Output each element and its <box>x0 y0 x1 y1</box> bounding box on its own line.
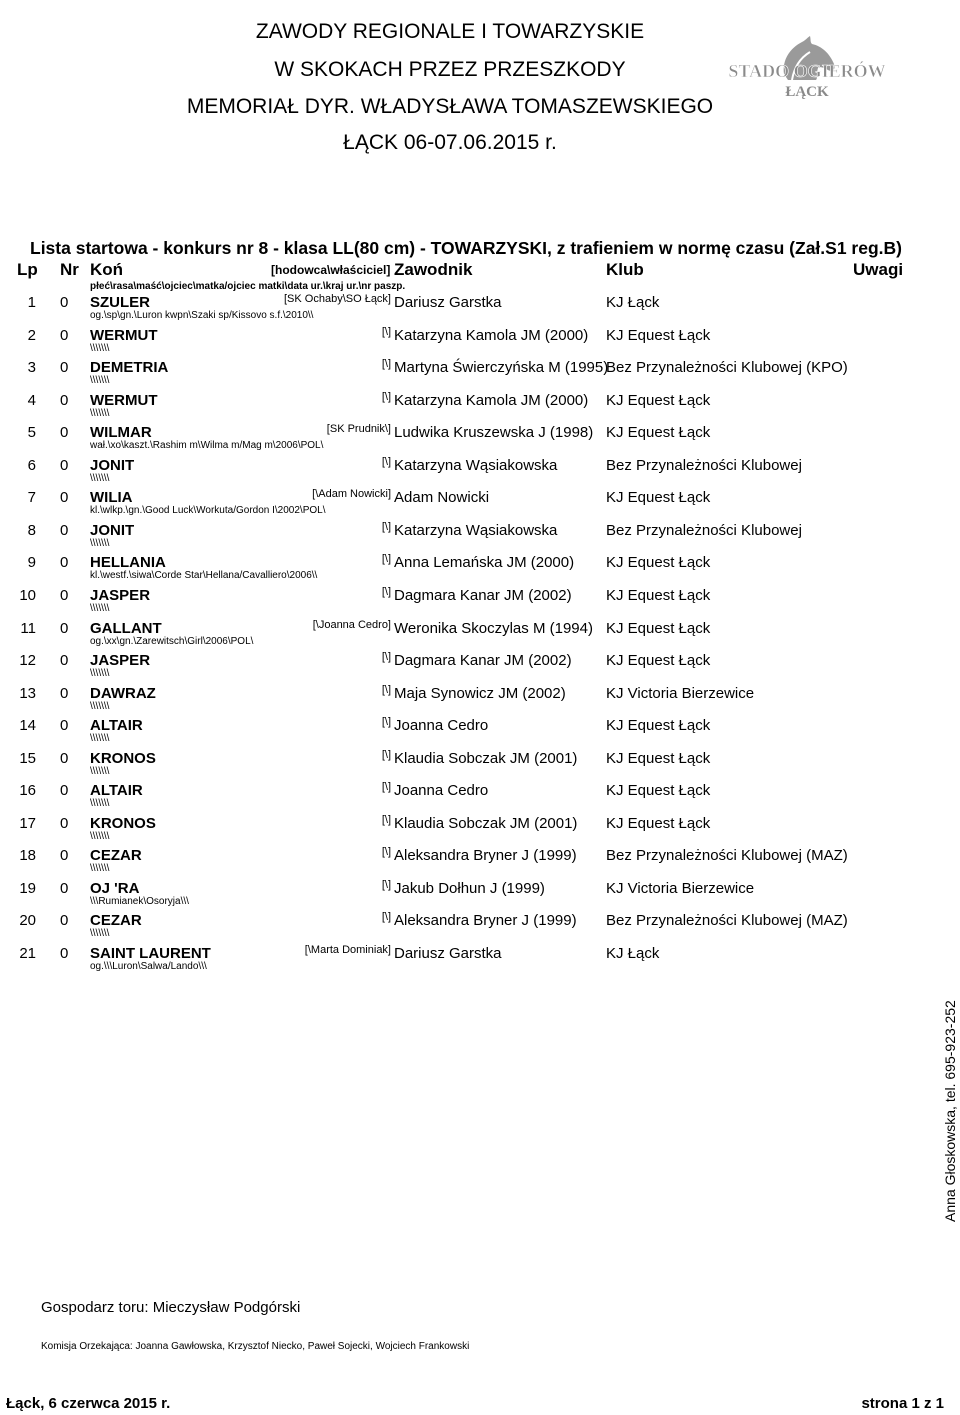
entry-rider: Joanna Cedro <box>394 717 489 735</box>
entry-owner: [\Adam Nowicki] <box>312 488 391 501</box>
col-rider-header: Zawodnik <box>394 260 473 279</box>
entry-nr: 0 <box>60 684 69 702</box>
entry-lp: 5 <box>27 424 36 442</box>
table-row <box>0 717 940 749</box>
entry-rider: Katarzyna Wąsiakowska <box>394 456 558 474</box>
entry-horse: JASPER <box>90 586 151 604</box>
judging-commission: Komisja Orzekająca: Joanna Gawłowska, Krzysztof Niecko, Paweł Sojecki, Wojciech Frankowski <box>41 1341 470 1352</box>
entry-nr: 0 <box>60 717 69 735</box>
entry-club: Bez Przynależności Klubowej (MAZ) <box>606 912 848 930</box>
entry-club: KJ Victoria Bierzewice <box>606 879 755 897</box>
entry-pedigree: \\\Rumianek\Osoryja\\\ <box>90 895 189 907</box>
course-designer: Gospodarz toru: Mieczysław Podgórski <box>41 1299 301 1316</box>
entry-nr: 0 <box>60 879 69 897</box>
entry-lp: 11 <box>20 619 36 637</box>
entry-lp: 18 <box>19 847 36 865</box>
entry-nr: 0 <box>60 782 69 800</box>
entry-owner: [\] <box>381 846 391 859</box>
entry-owner: [\] <box>381 358 391 371</box>
entry-lp: 6 <box>27 456 36 474</box>
entry-pedigree: kl.\westf.\siwa\Corde Star\Hellana/Cavalliero\2006\\ <box>90 570 318 582</box>
entry-nr: 0 <box>60 749 69 767</box>
entry-pedigree: \\\\\\\ <box>90 602 110 614</box>
entry-rider: Dagmara Kanar JM (2002) <box>394 586 572 604</box>
entry-horse: HELLANIA <box>90 554 166 572</box>
table-row <box>0 750 940 782</box>
entry-pedigree: kl.\wlkp.\gn.\Good Luck\Workuta/Gordon I\2002\POL\ <box>90 505 326 517</box>
table-row <box>0 945 940 977</box>
table-row <box>0 815 940 847</box>
entry-owner: [\] <box>381 716 391 729</box>
entry-horse: OJ 'RA <box>90 879 140 897</box>
entry-pedigree: \\\\\\\ <box>90 668 110 680</box>
entry-rider: Ludwika Kruszewska J (1998) <box>394 424 594 442</box>
entry-pedigree: \\\\\\\ <box>90 798 110 810</box>
entry-lp: 4 <box>27 391 36 409</box>
table-row <box>0 457 940 489</box>
entry-club: KJ Equest Łąck <box>606 554 711 572</box>
entry-lp: 14 <box>19 717 36 735</box>
entry-rider: Katarzyna Wąsiakowska <box>394 521 558 539</box>
entry-lp: 12 <box>19 652 36 670</box>
entry-nr: 0 <box>60 489 69 507</box>
entry-owner: [\] <box>381 683 391 696</box>
entry-pedigree: og.\\\Luron\Salwa/Lando\\\ <box>90 961 207 972</box>
entry-pedigree: og.\sp\gn.\Luron kwpn\Szaki sp/Kissovo s.f.\2010\\ <box>90 310 314 321</box>
entry-owner: [\] <box>381 911 391 924</box>
entry-club: KJ Equest Łąck <box>606 586 711 604</box>
entry-club: KJ Equest Łąck <box>606 326 711 344</box>
entry-nr: 0 <box>60 652 69 670</box>
entry-club: KJ Equest Łąck <box>606 782 711 800</box>
col-horse-details-header: płeć\rasa\maść\ojciec\matka/ojciec matki\data ur.\kraj ur.\nr paszp. <box>90 281 406 292</box>
entry-nr: 0 <box>60 456 69 474</box>
stud-logo <box>722 34 892 104</box>
entry-horse: DEMETRIA <box>90 359 169 377</box>
table-row <box>0 424 940 456</box>
entry-owner: [\Marta Dominiak] <box>304 944 391 956</box>
entry-rider: Dariusz Garstka <box>394 945 502 962</box>
entry-nr: 0 <box>60 945 69 962</box>
entry-club: KJ Equest Łąck <box>606 391 711 409</box>
entry-horse: WERMUT <box>90 326 158 344</box>
entry-owner: [SK Ochaby\SO Łąck] <box>284 293 391 305</box>
entry-horse: ALTAIR <box>90 717 143 735</box>
entry-rider: Klaudia Sobczak JM (2001) <box>394 814 578 832</box>
entry-rider: Klaudia Sobczak JM (2001) <box>394 749 578 767</box>
table-row <box>0 554 940 586</box>
entry-owner: [\] <box>381 585 391 598</box>
entry-horse: SZULER <box>90 294 150 311</box>
table-row <box>0 880 940 912</box>
entry-pedigree: \\\\\\\ <box>90 765 110 777</box>
entry-rider: Dagmara Kanar JM (2002) <box>394 652 572 670</box>
entry-nr: 0 <box>60 847 69 865</box>
table-row <box>0 587 940 619</box>
entry-club: KJ Equest Łąck <box>606 489 711 507</box>
entry-horse: JONIT <box>90 456 135 474</box>
entry-club: KJ Equest Łąck <box>606 814 711 832</box>
entry-lp: 10 <box>19 586 36 604</box>
entry-owner: [\] <box>381 651 391 664</box>
entry-club: KJ Łąck <box>606 945 660 962</box>
entry-club: KJ Equest Łąck <box>606 652 711 670</box>
table-row <box>0 782 940 814</box>
entry-nr: 0 <box>60 326 69 344</box>
col-horse-header: Koń <box>90 260 124 279</box>
entry-lp: 8 <box>27 521 36 539</box>
entry-lp: 15 <box>19 749 36 767</box>
entry-owner: [\Joanna Cedro] <box>312 618 391 631</box>
entry-horse: DAWRAZ <box>90 684 156 702</box>
entry-pedigree: \\\\\\\ <box>90 700 110 712</box>
entry-rider: Dariusz Garstka <box>394 294 502 311</box>
entry-horse: JASPER <box>90 652 151 670</box>
entry-club: KJ Łąck <box>606 294 660 311</box>
table-row <box>0 652 940 684</box>
entry-owner: [\] <box>381 455 391 468</box>
entry-owner: [\] <box>381 520 391 533</box>
entry-club: KJ Equest Łąck <box>606 424 711 442</box>
entry-rider: Katarzyna Kamola JM (2000) <box>394 326 589 344</box>
entry-rider: Adam Nowicki <box>394 489 490 507</box>
entry-lp: 1 <box>27 294 36 311</box>
entry-horse: SAINT LAURENT <box>90 945 211 962</box>
entry-club: KJ Equest Łąck <box>606 717 711 735</box>
entry-owner: [\] <box>381 390 391 403</box>
entry-pedigree: wał.\xo\kaszt.\Rashim m\Wilma m/Mag m\2006\POL\ <box>90 440 324 452</box>
entry-pedigree: \\\\\\\ <box>90 407 110 419</box>
table-row <box>0 489 940 521</box>
entry-horse: CEZAR <box>90 847 142 865</box>
entry-rider: Aleksandra Bryner J (1999) <box>394 847 577 865</box>
entry-owner: [\] <box>381 813 391 826</box>
entry-club: Bez Przynależności Klubowej <box>606 456 802 474</box>
entry-pedigree: \\\\\\\ <box>90 472 110 484</box>
entry-horse: CEZAR <box>90 912 142 930</box>
col-breeder-owner-header: [hodowca\właściciel] <box>271 263 391 277</box>
entry-horse: WERMUT <box>90 391 158 409</box>
entry-horse: GALLANT <box>90 619 162 637</box>
entry-pedigree: \\\\\\\ <box>90 342 110 354</box>
entry-rider: Aleksandra Bryner J (1999) <box>394 912 577 930</box>
entry-nr: 0 <box>60 359 69 377</box>
event-title-line-1: ZAWODY REGIONALE I TOWARZYSKIE <box>255 20 645 43</box>
entry-club: Bez Przynależności Klubowej <box>606 521 802 539</box>
entry-lp: 21 <box>19 945 36 962</box>
entry-rider: Maja Synowicz JM (2002) <box>394 684 566 702</box>
entry-lp: 7 <box>27 489 36 507</box>
entry-pedigree: \\\\\\\ <box>90 863 110 875</box>
entry-horse: WILMAR <box>90 424 152 442</box>
entry-pedigree: og.\xx\gn.\Zarewitsch\Girl\2006\POL\ <box>90 635 254 647</box>
entry-pedigree: \\\\\\\ <box>90 537 110 549</box>
entry-lp: 20 <box>19 912 36 930</box>
entry-owner: [\] <box>381 325 391 338</box>
table-row <box>0 912 940 944</box>
entry-nr: 0 <box>60 294 69 311</box>
entry-pedigree: \\\\\\\ <box>90 375 110 387</box>
entry-lp: 9 <box>27 554 36 572</box>
entry-pedigree: \\\\\\\ <box>90 928 110 940</box>
table-row <box>0 392 940 424</box>
entry-horse: ALTAIR <box>90 782 143 800</box>
side-contact-note: Anna Głoskowska, tel. 695-923-252 <box>942 1000 958 1222</box>
entry-horse: WILIA <box>90 489 133 507</box>
entry-owner: [SK Prudnik\] <box>326 423 391 436</box>
entry-club: Bez Przynależności Klubowej (KPO) <box>606 359 848 377</box>
table-row <box>0 522 940 554</box>
col-notes-header: Uwagi <box>853 260 904 279</box>
event-title-line-4: ŁĄCK 06-07.06.2015 r. <box>343 131 557 154</box>
entry-nr: 0 <box>60 814 69 832</box>
entry-nr: 0 <box>60 391 69 409</box>
entry-lp: 17 <box>19 814 36 832</box>
entry-lp: 19 <box>19 879 36 897</box>
table-row <box>0 685 940 717</box>
entry-rider: Weronika Skoczylas M (1994) <box>394 619 593 637</box>
entry-lp: 16 <box>19 782 36 800</box>
entry-rider: Joanna Cedro <box>394 782 489 800</box>
table-row <box>0 359 940 391</box>
page-number: strona 1 z 1 <box>861 1395 944 1412</box>
event-title-line-2: W SKOKACH PRZEZ PRZESZKODY <box>274 58 626 81</box>
entry-lp: 3 <box>27 359 36 377</box>
entry-club: KJ Victoria Bierzewice <box>606 684 755 702</box>
table-row <box>0 294 940 326</box>
col-lp-header: Lp <box>17 260 38 279</box>
entry-rider: Jakub Dołhun J (1999) <box>394 879 545 897</box>
entry-club: KJ Equest Łąck <box>606 619 711 637</box>
table-row <box>0 847 940 879</box>
entry-owner: [\] <box>381 748 391 761</box>
col-club-header: Klub <box>606 260 644 279</box>
entry-club: KJ Equest Łąck <box>606 749 711 767</box>
entry-pedigree: \\\\\\\ <box>90 733 110 745</box>
entry-horse: JONIT <box>90 521 135 539</box>
col-nr-header: Nr <box>60 260 79 279</box>
entry-nr: 0 <box>60 554 69 572</box>
table-row <box>0 327 940 359</box>
place-date: Łąck, 6 czerwca 2015 r. <box>6 1395 171 1412</box>
entry-nr: 0 <box>60 424 69 442</box>
entry-horse: KRONOS <box>90 814 156 832</box>
entry-club: Bez Przynależności Klubowej (MAZ) <box>606 847 848 865</box>
entry-rider: Anna Lemańska JM (2000) <box>394 554 575 572</box>
entry-lp: 2 <box>27 326 36 344</box>
start-list-subtitle: Lista startowa - konkurs nr 8 - klasa LL(80 cm) - TOWARZYSKI, z trafieniem w normę czasu (Zał.S1 reg.B) <box>30 238 902 258</box>
entry-horse: KRONOS <box>90 749 156 767</box>
entry-rider: Katarzyna Kamola JM (2000) <box>394 391 589 409</box>
entry-pedigree: \\\\\\\ <box>90 830 110 842</box>
entry-owner: [\] <box>381 878 391 891</box>
entry-nr: 0 <box>60 586 69 604</box>
entry-rider: Martyna Świerczyńska M (1995) <box>394 359 609 377</box>
entry-owner: [\] <box>381 553 391 566</box>
logo-text-1: STADO OGIERÓW <box>728 61 886 81</box>
table-row <box>0 620 940 652</box>
entry-nr: 0 <box>60 912 69 930</box>
entry-lp: 13 <box>19 684 36 702</box>
entry-nr: 0 <box>60 619 69 637</box>
entry-owner: [\] <box>381 781 391 794</box>
event-title-line-3: MEMORIAŁ DYR. WŁADYSŁAWA TOMASZEWSKIEGO <box>186 95 714 118</box>
entry-nr: 0 <box>60 521 69 539</box>
logo-text-2: ŁĄCK <box>785 84 829 100</box>
